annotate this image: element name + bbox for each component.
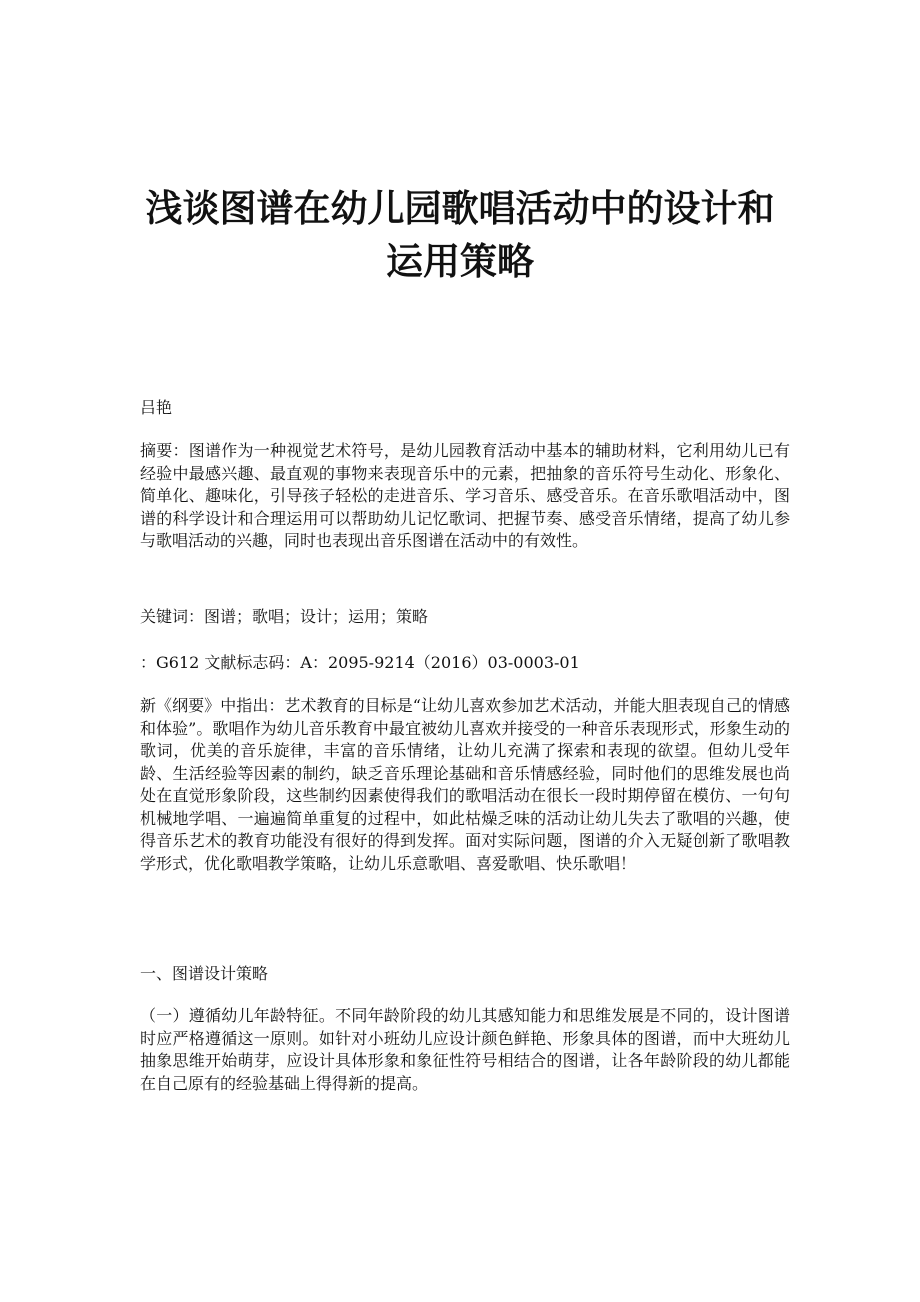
- title-line-2: 运用策略: [386, 239, 534, 283]
- section-heading: 一、图谱设计策略: [140, 964, 269, 983]
- body-paragraph-1: 新《纲要》中指出：艺术教育的目标是“让幼儿喜欢参加艺术活动，并能大胆表现自己的情感和体验”。歌唱作为幼儿音乐教育中最宜被幼儿喜欢并接受的一种音乐表现形式，形象生动的歌词，优美的音乐旋律，丰富的音乐情绪，让幼儿充满了探索和表现的欲望。但幼儿受年龄、生活经验等因素的制约，缺乏音乐理论基础和音乐情感经验，同时他们的思维发展也尚处在直觉形象阶段，这些制约因素使得我们的歌唱活动在很长一段时期停留在模仿、一句句机械地学唱、一遍遍简单重复的过程中，如此枯燥乏味的活动让幼儿失去了歌唱的兴趣，使得音乐艺术的教育功能没有很好的得到发挥。面对实际问题，图谱的介入无疑创新了歌唱教学形式，优化歌唱教学策略，让幼儿乐意歌唱、喜爱歌唱、快乐歌唱！: [140, 696, 790, 873]
- body-paragraph-2: （一）遵循幼儿年龄特征。不同年龄阶段的幼儿其感知能力和思维发展是不同的，设计图谱时应严格遵循这一原则。如针对小班幼儿应设计颜色鲜艳、形象具体的图谱，而中大班幼儿抽象思维开始萌芽，应设计具体形象和象征性符号相结合的图谱，让各年龄阶段的幼儿都能在自己原有的经验基础上得得新的提高。: [140, 1006, 790, 1093]
- classification-line: ：G612 文献标志码：A：2095-9214（2016）03-0003-01: [140, 653, 580, 672]
- keywords-line: 关键词：图谱；歌唱；设计；运用；策略: [140, 607, 429, 626]
- abstract-paragraph: 摘要：图谱作为一种视觉艺术符号，是幼儿园教育活动中基本的辅助材料，它利用幼儿已有经验中最感兴趣、最直观的事物来表现音乐中的元素，把抽象的音乐符号生动化、形象化、简单化、趣味化，引导孩子轻松的走进音乐、学习音乐、感受音乐。在音乐歌唱活动中，图谱的科学设计和合理运用可以帮助幼儿记忆歌词、把握节奏、感受音乐情绪，提高了幼儿参与歌唱活动的兴趣，同时也表现出音乐图谱在活动中的有效性。: [140, 441, 790, 550]
- author-name: 吕艳: [140, 398, 173, 417]
- title-line-1: 浅谈图谱在幼儿园歌唱活动中的设计和: [145, 186, 775, 230]
- document-title: [100, 182, 820, 288]
